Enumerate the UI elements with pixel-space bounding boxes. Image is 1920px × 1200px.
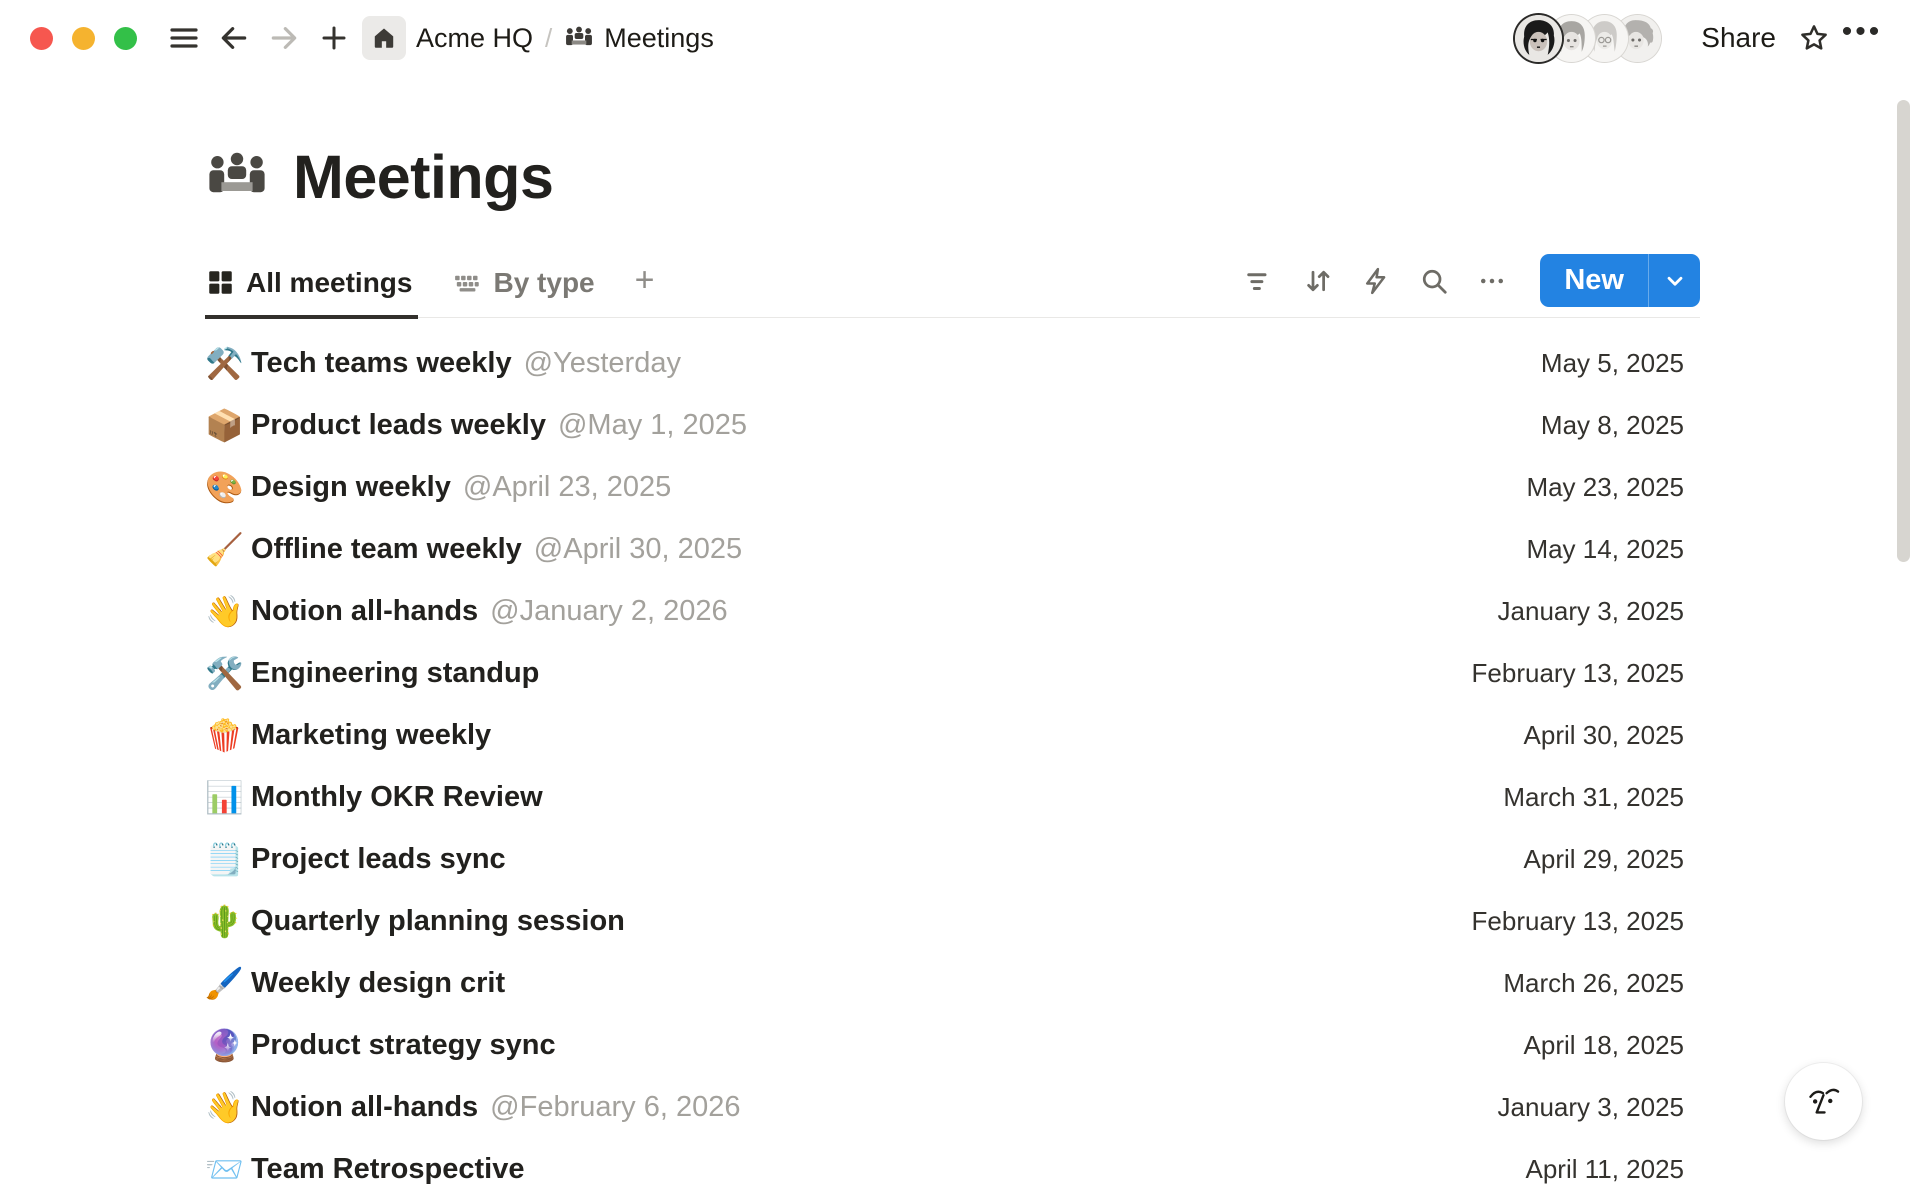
- ellipsis-icon: [1477, 266, 1507, 296]
- collaborator-avatars: [1515, 15, 1661, 62]
- row-title[interactable]: Notion all-hands: [251, 594, 479, 627]
- favorite-button[interactable]: [1790, 16, 1838, 60]
- row-title[interactable]: Project leads sync: [251, 842, 506, 875]
- list-item[interactable]: [205, 518, 1700, 580]
- view-tabs-bar: [205, 256, 1700, 318]
- row-date: May 23, 2025: [1526, 471, 1684, 502]
- row-date: January 3, 2025: [1497, 595, 1684, 626]
- search-icon: [1419, 266, 1449, 296]
- new-button[interactable]: New: [1540, 254, 1648, 307]
- page-body: [205, 142, 1700, 1200]
- row-title[interactable]: Engineering standup: [251, 656, 540, 689]
- row-date: April 29, 2025: [1523, 843, 1684, 874]
- row-date: February 13, 2025: [1471, 657, 1684, 688]
- row-date: May 8, 2025: [1540, 409, 1684, 440]
- row-emoji-icon: 🎨: [205, 469, 244, 505]
- board-view-icon: [454, 269, 481, 296]
- list-item[interactable]: [205, 704, 1700, 766]
- row-date: May 14, 2025: [1526, 533, 1684, 564]
- row-date: March 26, 2025: [1503, 967, 1684, 998]
- list-item[interactable]: [205, 952, 1700, 1014]
- row-title[interactable]: Design weekly: [251, 470, 451, 503]
- minimize-button[interactable]: [72, 27, 95, 50]
- row-title[interactable]: Quarterly planning session: [251, 904, 625, 937]
- list-item[interactable]: [205, 1014, 1700, 1076]
- row-emoji-icon: 🛠️: [205, 655, 244, 691]
- meeting-list: [205, 332, 1700, 1200]
- tab-label: All meetings: [246, 266, 413, 298]
- row-date-mention[interactable]: @Yesterday: [523, 346, 681, 379]
- row-date: April 30, 2025: [1523, 719, 1684, 750]
- breadcrumb-workspace[interactable]: Acme HQ: [416, 22, 534, 53]
- row-date: March 31, 2025: [1503, 781, 1684, 812]
- row-title[interactable]: Marketing weekly: [251, 718, 492, 751]
- back-button[interactable]: [212, 16, 256, 60]
- new-button-group: [1540, 254, 1700, 307]
- close-button[interactable]: [30, 27, 53, 50]
- row-title[interactable]: Product strategy sync: [251, 1028, 556, 1061]
- list-item[interactable]: [205, 580, 1700, 642]
- page-title: Meetings: [293, 143, 554, 211]
- row-title[interactable]: Notion all-hands: [251, 1090, 479, 1123]
- zoom-button[interactable]: [114, 27, 137, 50]
- row-title[interactable]: Team Retrospective: [251, 1152, 525, 1185]
- lightning-icon: [1361, 266, 1391, 296]
- row-date-mention[interactable]: @April 30, 2025: [533, 532, 743, 565]
- list-item[interactable]: [205, 456, 1700, 518]
- breadcrumb-separator: /: [545, 22, 553, 53]
- list-item[interactable]: [205, 1076, 1700, 1138]
- table-view-icon: [207, 269, 234, 296]
- row-emoji-icon: 🖌️: [205, 965, 244, 1001]
- page-icon-meeting-table[interactable]: [205, 145, 269, 209]
- ellipsis-icon: •••: [1841, 15, 1883, 48]
- list-item[interactable]: [205, 828, 1700, 890]
- row-date-mention[interactable]: @February 6, 2026: [490, 1090, 741, 1123]
- row-emoji-icon: 🌵: [205, 903, 244, 939]
- home-icon: [371, 25, 397, 51]
- row-emoji-icon: 🍿: [205, 717, 244, 753]
- add-view-button[interactable]: +: [634, 261, 655, 299]
- tab-all-meetings[interactable]: [205, 267, 418, 319]
- filter-button[interactable]: [1236, 257, 1284, 305]
- list-item[interactable]: [205, 890, 1700, 952]
- tab-label: By type: [493, 266, 595, 298]
- row-emoji-icon: 🔮: [205, 1027, 244, 1063]
- meeting-table-icon: [564, 23, 594, 53]
- row-title[interactable]: Monthly OKR Review: [251, 780, 543, 813]
- view-more-button[interactable]: [1468, 257, 1516, 305]
- row-date-mention[interactable]: @April 23, 2025: [462, 470, 672, 503]
- sort-button[interactable]: [1294, 257, 1342, 305]
- row-date: January 3, 2025: [1497, 1091, 1684, 1122]
- list-item[interactable]: [205, 766, 1700, 828]
- row-date: May 5, 2025: [1540, 347, 1684, 378]
- filter-icon: [1245, 266, 1275, 296]
- star-icon: [1798, 22, 1830, 54]
- plus-icon: [319, 23, 349, 53]
- new-page-button[interactable]: [312, 16, 356, 60]
- list-item[interactable]: [205, 394, 1700, 456]
- row-emoji-icon: ⚒️: [205, 345, 244, 381]
- breadcrumb-page[interactable]: Meetings: [604, 22, 714, 53]
- breadcrumb: [416, 23, 714, 54]
- row-date-mention[interactable]: @May 1, 2025: [557, 408, 748, 441]
- row-title[interactable]: Offline team weekly: [251, 532, 522, 565]
- row-date: April 18, 2025: [1523, 1029, 1684, 1060]
- avatar[interactable]: [1515, 15, 1562, 62]
- row-emoji-icon: 📦: [205, 407, 244, 443]
- arrow-right-icon: [268, 22, 300, 54]
- row-title[interactable]: Tech teams weekly: [251, 346, 512, 379]
- notion-ai-button[interactable]: [1785, 1063, 1862, 1140]
- list-item[interactable]: [205, 1138, 1700, 1200]
- chevron-down-icon: [1662, 268, 1688, 294]
- list-item[interactable]: [205, 642, 1700, 704]
- notion-ai-face-icon: [1799, 1077, 1849, 1127]
- new-dropdown-button[interactable]: [1648, 254, 1700, 307]
- home-button[interactable]: [362, 16, 406, 60]
- row-emoji-icon: 📊: [205, 779, 244, 815]
- row-title[interactable]: Product leads weekly: [251, 408, 546, 441]
- hamburger-icon: [168, 22, 200, 54]
- forward-button[interactable]: [262, 16, 306, 60]
- row-title[interactable]: Weekly design crit: [251, 966, 506, 999]
- window-titlebar: [0, 0, 1920, 76]
- row-emoji-icon: 📨: [205, 1151, 244, 1187]
- row-date-mention[interactable]: @January 2, 2026: [490, 594, 728, 627]
- vertical-scrollbar[interactable]: [1897, 100, 1910, 562]
- automation-button[interactable]: [1352, 257, 1400, 305]
- search-view-button[interactable]: [1410, 257, 1458, 305]
- tab-by-type[interactable]: [452, 267, 600, 319]
- row-emoji-icon: 🧹: [205, 531, 244, 567]
- list-item[interactable]: [205, 332, 1700, 394]
- arrow-left-icon: [218, 22, 250, 54]
- row-emoji-icon: 👋: [205, 593, 244, 629]
- view-toolbar: [1236, 254, 1700, 307]
- sidebar-toggle-button[interactable]: [162, 16, 206, 60]
- page-more-button[interactable]: [1838, 16, 1886, 60]
- share-button[interactable]: Share: [1701, 22, 1776, 53]
- row-emoji-icon: 🗒️: [205, 841, 244, 877]
- sort-icon: [1303, 266, 1333, 296]
- row-emoji-icon: 👋: [205, 1089, 244, 1125]
- page-header: [205, 142, 1700, 212]
- row-date: April 11, 2025: [1525, 1153, 1684, 1184]
- row-date: February 13, 2025: [1471, 905, 1684, 936]
